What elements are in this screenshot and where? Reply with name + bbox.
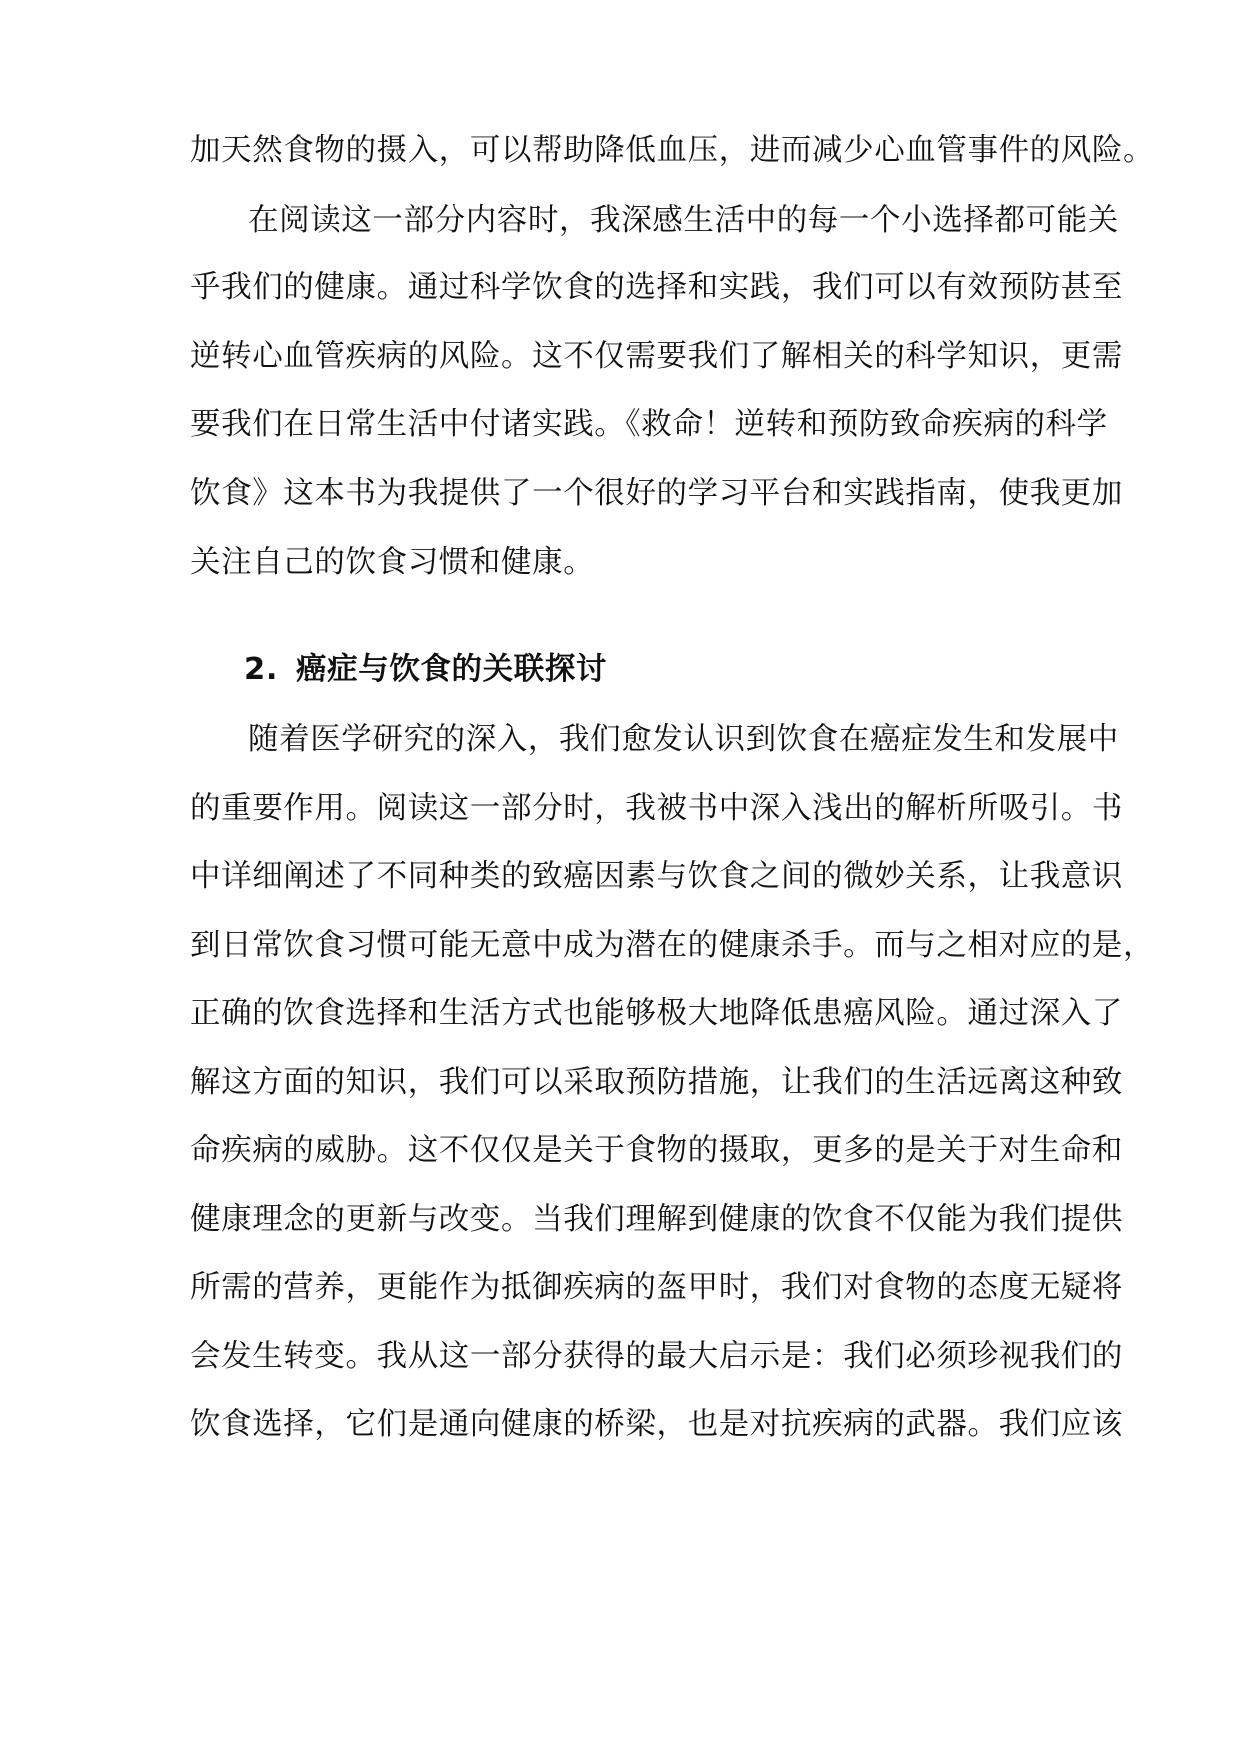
paragraph-line: 乎我们的健康。通过科学饮食的选择和实践，我们可以有效预防甚至 [190, 270, 1123, 305]
paragraph-line: 的重要作用。阅读这一部分时，我被书中深入浅出的解析所吸引。书 [190, 791, 1123, 826]
paragraph-line: 到日常饮食习惯可能无意中成为潜在的健康杀手。而与之相对应的是， [190, 928, 1155, 963]
paragraph-line: 会发生转变。我从这一部分获得的最大启示是：我们必须珍视我们的 [190, 1339, 1123, 1374]
section-title: 癌症与饮食的关联探讨 [296, 652, 608, 687]
paragraph-line: 随着医学研究的深入，我们愈发认识到饮食在癌症发生和发展中 [248, 722, 1119, 757]
section-number: 2. [244, 652, 279, 687]
paragraph-line: 加天然食物的摄入，可以帮助降低血压，进而减少心血管事件的风险。 [190, 133, 1155, 168]
paragraph-line: 健康理念的更新与改变。当我们理解到健康的饮食不仅能为我们提供 [190, 1202, 1123, 1237]
paragraph-line: 解这方面的知识，我们可以采取预防措施，让我们的生活远离这种致 [190, 1065, 1123, 1100]
paragraph-line: 在阅读这一部分内容时，我深感生活中的每一个小选择都可能关 [248, 203, 1119, 238]
section-heading [244, 650, 607, 690]
paragraph-line: 饮食》这本书为我提供了一个很好的学习平台和实践指南，使我更加 [190, 476, 1123, 511]
paragraph-line: 饮食选择，它们是通向健康的桥梁，也是对抗疾病的武器。我们应该 [190, 1407, 1123, 1442]
paragraph-line: 中详细阐述了不同种类的致癌因素与饮食之间的微妙关系，让我意识 [190, 859, 1123, 894]
paragraph-line: 关注自己的饮食习惯和健康。 [190, 545, 595, 580]
paragraph-line: 正确的饮食选择和生活方式也能够极大地降低患癌风险。通过深入了 [190, 996, 1123, 1031]
paragraph-line: 命疾病的威胁。这不仅仅是关于食物的摄取，更多的是关于对生命和 [190, 1133, 1123, 1168]
paragraph-line: 要我们在日常生活中付诸实践。《救命！逆转和预防致命疾病的科学 [190, 407, 1108, 442]
paragraph-line: 逆转心血管疾病的风险。这不仅需要我们了解相关的科学知识，更需 [190, 339, 1123, 374]
paragraph-line: 所需的营养，更能作为抵御疾病的盔甲时，我们对食物的态度无疑将 [190, 1270, 1123, 1305]
